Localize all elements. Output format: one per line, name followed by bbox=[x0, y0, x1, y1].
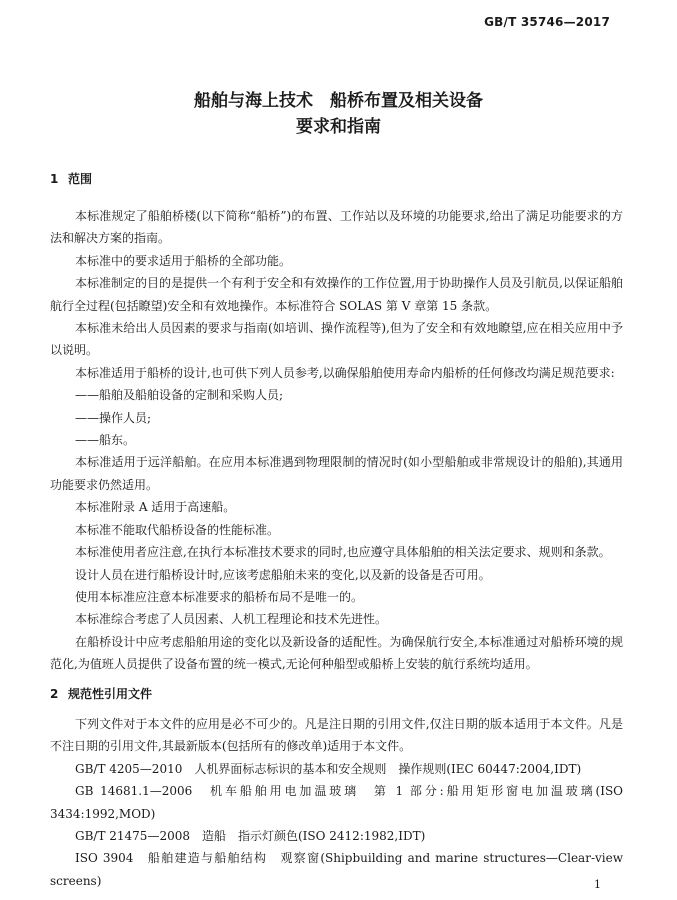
paragraph: 下列文件对于本文件的应用是必不可少的。凡是注日期的引用文件,仅注日期的版本适用于本文件。凡是不注日期的引用文件,其最新版本(包括所有的修改单)适用于本文件。 bbox=[50, 717, 623, 754]
paragraph: 在船桥设计中应考虑船舶用途的变化以及新设备的适配性。为确保航行安全,本标准通过对船桥环境的规范化,为值班人员提供了设备布置的统一模式,无论何种船型或船桥上安装的航行系统均适用。 bbox=[50, 634, 623, 672]
list-item: ——操作人员; bbox=[75, 410, 152, 425]
paragraph: 本标准未给出人员因素的要求与指南(如培训、操作流程等),但为了安全和有效地瞭望,应在相关应用中予以说明。 bbox=[50, 321, 623, 358]
list-item: ——船东。 bbox=[75, 433, 136, 448]
paragraph: 设计人员在进行船桥设计时,应该考虑船舶未来的变化,以及新的设备是否可用。 bbox=[75, 567, 491, 582]
paragraph: 本标准规定了船舶桥楼(以下简称“船桥”)的布置、工作站以及环境的功能要求,给出了满足功能要求的方法和解决方案的指南。 bbox=[50, 209, 623, 246]
title-line-1: 船舶与海上技术 船桥布置及相关设备 bbox=[194, 91, 483, 111]
section-1-title: 范围 bbox=[68, 172, 93, 186]
reference-item: ISO 3904 船舶建造与船舶结构 观察窗(Shipbuilding and marine structures—Clear-view screens) bbox=[50, 851, 623, 888]
paragraph: 本标准适用于远洋船舶。在应用本标准遇到物理限制的情况时(如小型船舶或非常规设计的船舶),其通用功能要求仍然适用。 bbox=[50, 455, 623, 492]
paragraph: 本标准适用于船桥的设计,也可供下列人员参考,以确保船舶使用寿命内船桥的任何修改均满足规范要求: bbox=[75, 365, 615, 380]
paragraph: 本标准附录 A 适用于高速船。 bbox=[75, 500, 236, 515]
paragraph: 本标准中的要求适用于船桥的全部功能。 bbox=[75, 253, 292, 268]
paragraph: 本标准制定的目的是提供一个有利于安全和有效操作的工作位置,用于协助操作人员及引航员,以保证船舶航行全过程(包括瞭望)安全和有效地操作。本标准符合 SOLAS 第 V 章第 15 条款。 bbox=[50, 276, 623, 313]
section-2-body bbox=[50, 713, 623, 892]
section-1-number: 1 bbox=[50, 172, 59, 186]
page-number: 1 bbox=[594, 878, 601, 891]
paragraph: 本标准综合考虑了人员因素、人机工程理论和技术先进性。 bbox=[75, 612, 388, 627]
standard-code: GB/T 35746—2017 bbox=[484, 15, 610, 29]
list-item: ——船舶及船舶设备的定制和采购人员; bbox=[75, 388, 284, 403]
section-2-heading bbox=[50, 685, 152, 702]
document-title bbox=[0, 88, 677, 140]
title-line-2: 要求和指南 bbox=[296, 117, 381, 137]
reference-item: GB/T 4205—2010 人机界面标志标识的基本和安全规则 操作规则(IEC 60447:2004,IDT) bbox=[75, 761, 582, 776]
section-1-heading bbox=[50, 170, 92, 187]
paragraph: 使用本标准应注意本标准要求的船桥布局不是唯一的。 bbox=[75, 589, 364, 604]
section-2-title: 规范性引用文件 bbox=[68, 687, 153, 701]
reference-item: GB/T 21475—2008 造船 指示灯颜色(ISO 2412:1982,IDT) bbox=[75, 829, 426, 844]
paragraph: 本标准不能取代船桥设备的性能标准。 bbox=[75, 522, 280, 537]
reference-item: GB 14681.1—2006 机车船舶用电加温玻璃 第 1 部分:船用矩形窗电加温玻璃(ISO 3434:1992,MOD) bbox=[50, 784, 623, 821]
paragraph: 本标准使用者应注意,在执行本标准技术要求的同时,也应遵守具体船舶的相关法定要求、规则和条款。 bbox=[75, 545, 611, 560]
section-1-body bbox=[50, 205, 623, 676]
section-2-number: 2 bbox=[50, 687, 59, 701]
